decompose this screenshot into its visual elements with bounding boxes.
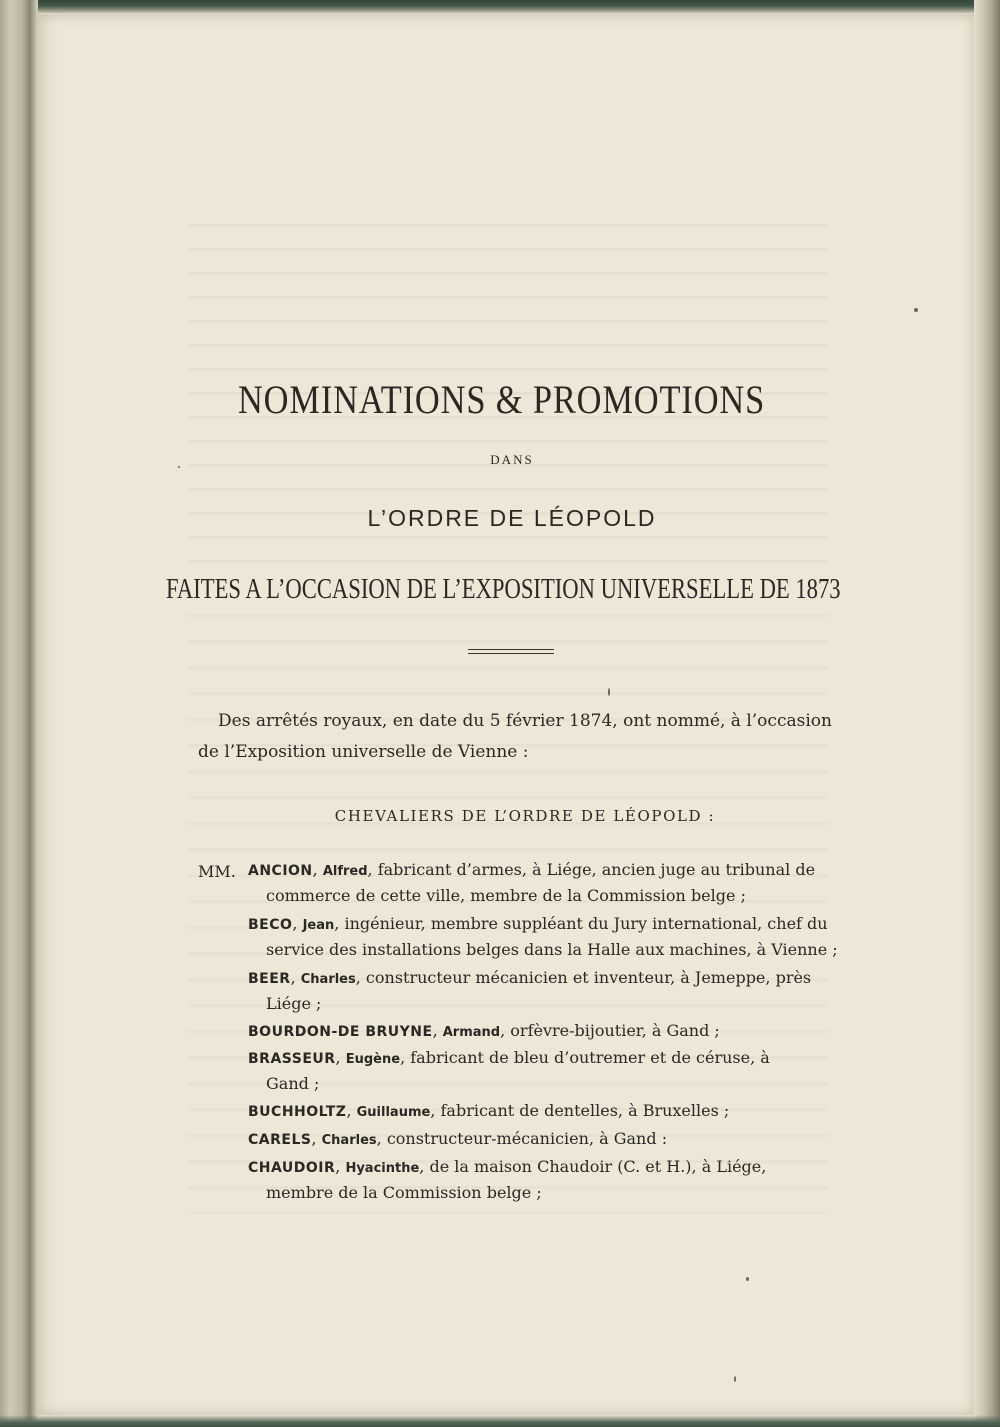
entry-continuation: membre de la Commission belge ; xyxy=(266,1183,542,1202)
list-item: BRASSEUR, Eugène, fabricant de bleu d’outremer et de céruse, à Gand ; xyxy=(248,1046,848,1096)
entry-description: , constructeur mécanicien et inventeur, à Jemeppe, près xyxy=(355,968,812,987)
intro-paragraph xyxy=(198,706,848,768)
paper-speck xyxy=(914,308,918,312)
book-binding-bottom xyxy=(0,1415,1000,1427)
entry-given-name: Guillaume xyxy=(356,1105,431,1120)
list-item: BECO, Jean, ingénieur, membre suppléant du Jury international, chef du service des installations belges dans la Halle aux machines, à Vienne ; xyxy=(248,912,848,962)
book-binding-right xyxy=(974,0,1000,1427)
honorific-label: MM. xyxy=(198,862,236,881)
entry-given-name: Armand xyxy=(442,1025,501,1040)
entry-description: , fabricant de dentelles, à Bruxelles ; xyxy=(430,1101,730,1120)
entry-continuation: Liége ; xyxy=(266,994,322,1013)
entry-surname: CARELS xyxy=(248,1132,312,1148)
entry-given-name: Hyacinthe xyxy=(345,1161,420,1176)
entry-surname: BOURDON-DE BRUYNE xyxy=(248,1024,433,1040)
entry-given-name: Charles xyxy=(321,1133,377,1148)
entry-continuation: Gand ; xyxy=(266,1074,320,1093)
entry-surname: ANCION xyxy=(248,863,313,879)
list-item: CARELS, Charles, constructeur-mécanicien, à Gand : xyxy=(248,1129,668,1148)
entry-given-name: Eugène xyxy=(345,1052,401,1067)
book-binding-left xyxy=(0,0,38,1427)
entry-description: , fabricant de bleu d’outremer et de céruse, à xyxy=(400,1048,770,1067)
entry-surname: CHAUDOIR xyxy=(248,1160,336,1176)
entry-surname: BEER xyxy=(248,971,291,987)
list-item: BUCHHOLTZ, Guillaume, fabricant de dentelles, à Bruxelles ; xyxy=(248,1101,730,1120)
entry-surname: BUCHHOLTZ xyxy=(248,1104,347,1120)
entry-description: , orfèvre-bijoutier, à Gand ; xyxy=(500,1021,720,1040)
double-rule-top xyxy=(468,649,554,650)
entry-description: , de la maison Chaudoir (C. et H.), à Liége, xyxy=(419,1157,767,1176)
list-item: BOURDON-DE BRUYNE, Armand, orfèvre-bijoutier, à Gand ; xyxy=(248,1021,720,1040)
paper-speck xyxy=(608,688,610,696)
entry-description: , ingénieur, membre suppléant du Jury international, chef du xyxy=(334,914,828,933)
book-binding-top xyxy=(0,0,1000,14)
entry-given-name: Jean xyxy=(302,918,335,933)
entry-description: , fabricant d’armes, à Liége, ancien juge au tribunal de xyxy=(367,860,816,879)
entry-description: , constructeur-mécanicien, à Gand : xyxy=(376,1129,668,1148)
paper-speck xyxy=(734,1376,736,1382)
paper-speck xyxy=(746,1277,749,1281)
order-heading: L’ORDRE DE LÉOPOLD xyxy=(367,505,657,531)
entry-surname: BECO xyxy=(248,917,293,933)
section-heading: CHEVALIERS DE L’ORDRE DE LÉOPOLD : xyxy=(334,807,716,825)
list-item: CHAUDOIR, Hyacinthe, de la maison Chaudoir (C. et H.), à Liége, membre de la Commission belge ; xyxy=(248,1155,848,1205)
list-item: BEER, Charles, constructeur mécanicien et inventeur, à Jemeppe, près Liége ; xyxy=(248,966,848,1016)
occasion-heading: FAITES A L’OCCASION DE L’EXPOSITION UNIVERSELLE DE 1873 xyxy=(165,573,841,605)
entry-surname: BRASSEUR xyxy=(248,1051,336,1067)
entry-given-name: Alfred xyxy=(322,864,368,879)
list-item: ANCION, Alfred, fabricant d’armes, à Liége, ancien juge au tribunal de commerce de cette ville, membre de la Commission belge ; xyxy=(248,858,848,908)
title-connector: DANS xyxy=(490,452,534,467)
double-rule-bottom xyxy=(468,653,554,654)
intro-line-2: de l’Exposition universelle de Vienne : xyxy=(198,742,529,762)
intro-line-1: Des arrêtés royaux, en date du 5 février 1874, ont nommé, à l’occasion xyxy=(218,711,832,731)
page-title: NOMINATIONS & PROMOTIONS xyxy=(237,377,766,422)
entry-continuation: commerce de cette ville, membre de la Commission belge ; xyxy=(266,886,746,905)
entry-continuation: service des installations belges dans la Halle aux machines, à Vienne ; xyxy=(266,940,838,959)
entry-given-name: Charles xyxy=(300,972,356,987)
